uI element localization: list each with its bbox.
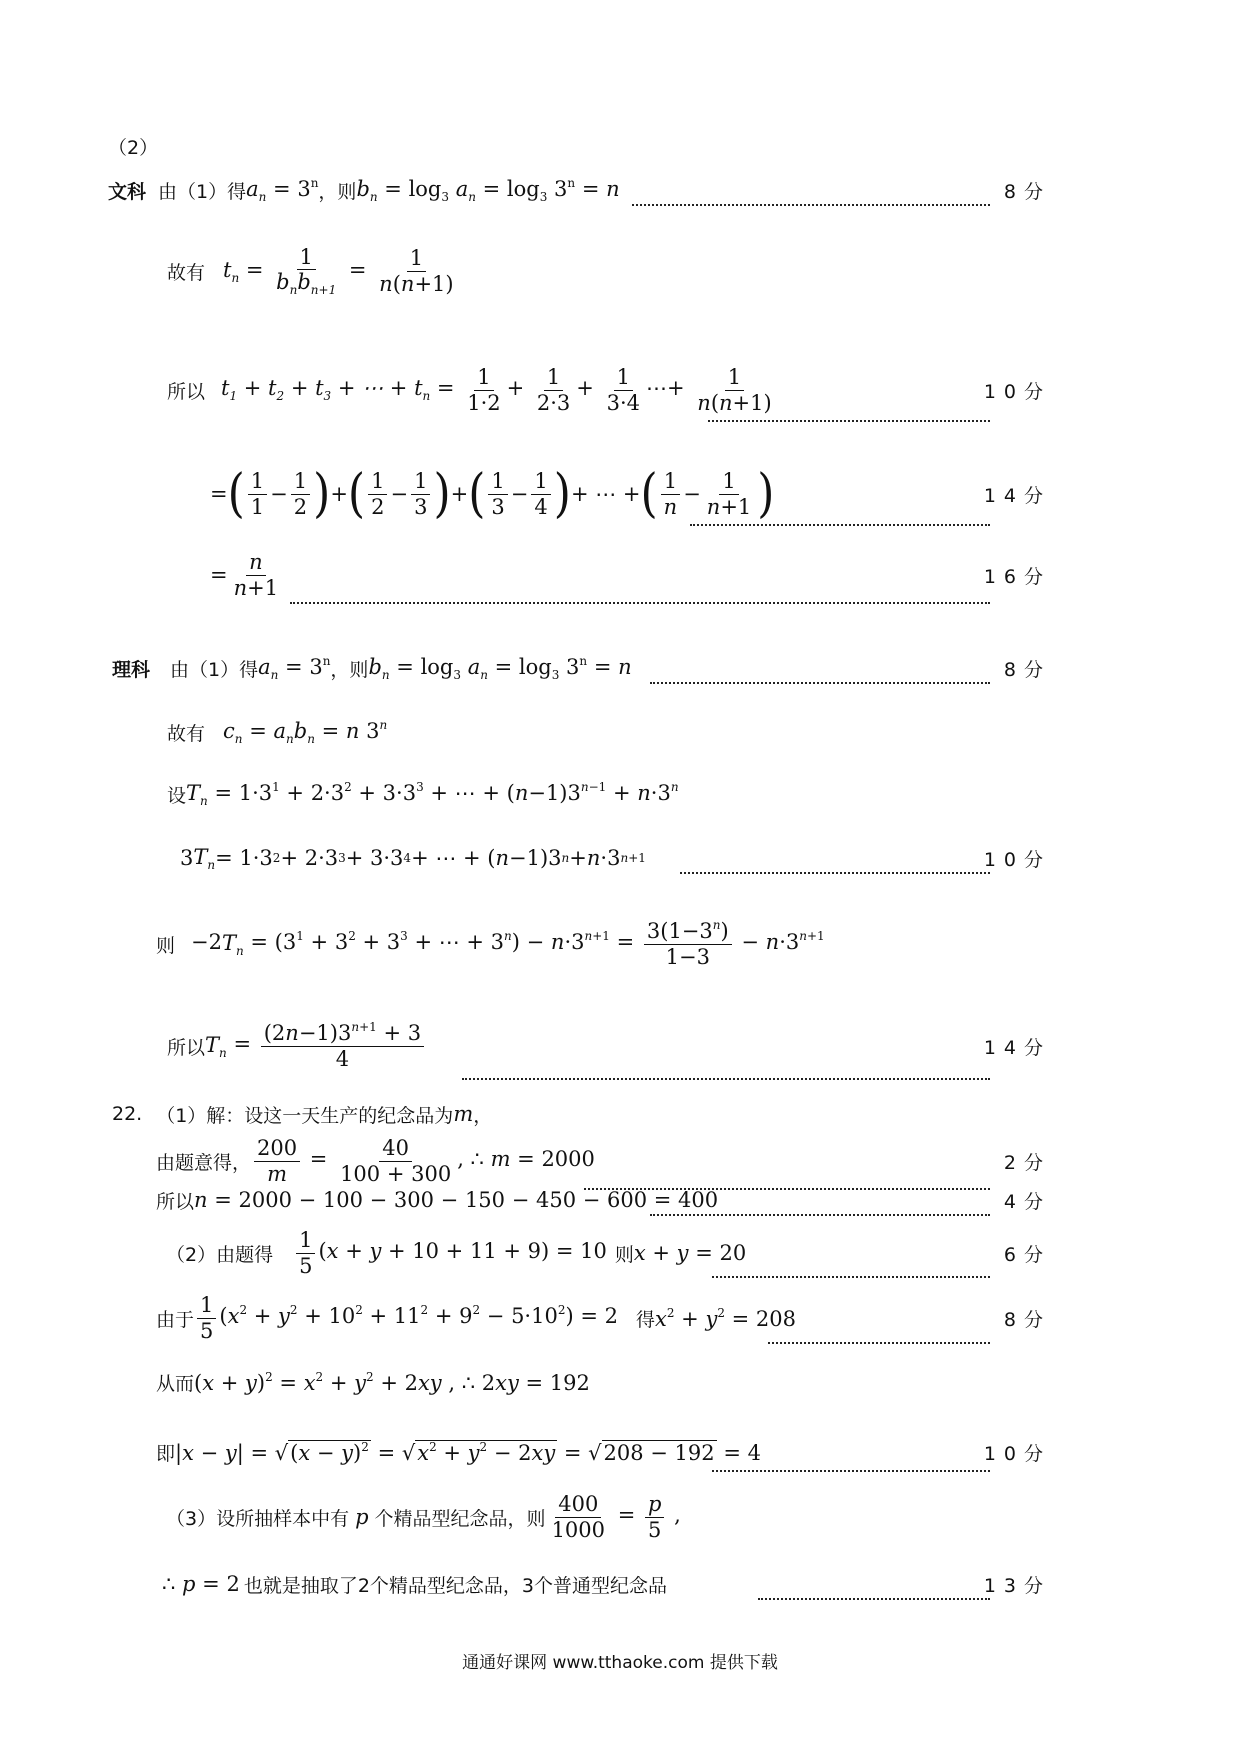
q22-part2: （2）由题得: [166, 1243, 274, 1266]
formula: ∴ p = 2: [162, 1572, 240, 1596]
dot-leader: [758, 1562, 990, 1606]
dot-leader: [690, 456, 990, 532]
formula: $t_1 + t_2 + t_3$ + ⋯ + $t_n$ = $\frac{1}{1\cdot 2}$ + $\frac{1}{2\cdot 3}$ + $\frac{1}{3\cdot 4}$ ⋯+ $\frac{1}{n(n+1)}$: [221, 365, 772, 415]
wen-from: 由（1）得: [158, 180, 247, 203]
score: 8分: [1003, 1308, 1051, 1331]
q22-thatis-line: [0, 1426, 1240, 1478]
dot-leader: [680, 836, 990, 880]
li-first-line: [0, 646, 1240, 690]
dot-leader: [632, 168, 990, 212]
formula: $\frac{1}{5}$ (x + y + 10 + 11 + 9) = 10: [293, 1228, 607, 1277]
score: 10分: [983, 848, 1051, 871]
wen-expand-line: [0, 456, 1240, 532]
score: 13分: [983, 1574, 1051, 1597]
score: 4分: [1003, 1190, 1051, 1213]
score: 10分: [983, 380, 1051, 403]
score: 14分: [983, 484, 1051, 507]
dot-leader: [768, 1286, 990, 1350]
formula: = $\frac{n}{n+1}$: [210, 550, 279, 600]
formula: x + y = 20: [633, 1241, 747, 1265]
part2-line: [0, 124, 1240, 168]
q22-then: 则: [614, 1243, 634, 1266]
wen-result-line: [0, 540, 1240, 610]
dot-leader: [650, 646, 990, 690]
q22-line: 22. （1）解：设这一天生产的纪念品为 m ，: [112, 1102, 493, 1127]
wen-so: 所以: [167, 380, 206, 403]
dot-leader: [650, 1178, 990, 1222]
formula: n = 2000 − 100 − 300 − 150 − 450 − 600 = 400: [194, 1188, 719, 1212]
q22-by-problem: 由题意得，: [156, 1151, 252, 1174]
score: 16分: [983, 565, 1051, 588]
wen-so-line: [0, 352, 1240, 428]
li-let-line: [0, 772, 1240, 816]
formula: p: [355, 1505, 369, 1529]
formula: m: [453, 1102, 474, 1126]
wen-first-line: [0, 168, 1240, 212]
formula: $|x - y| = √(x - y)^2 = √x^2 + y^2 - 2xy = √208 - 192 = 4$: [175, 1439, 761, 1465]
formula: $\frac{400}{1000}$ = $\frac{p}{5}$ ,: [551, 1492, 681, 1542]
formula: $-2T_n = (3^1 + 3^2 + 3^3$ + ⋯ + $3^n) - n\cdot 3^{n+1}$ = $\frac{3(1-3^n)}{1-3}$ − $n\cdot 3^{n+1}$: [191, 918, 825, 969]
formula: $x^2 + y^2 = 208$: [655, 1305, 796, 1331]
formula: $a_n = 3^n$: [258, 654, 331, 682]
part2-label: （2）: [108, 136, 159, 159]
q22-part3b: 个精品型纪念品，则: [374, 1507, 546, 1530]
dot-leader: [290, 540, 990, 610]
formula: $(x + y)^2 = x^2 + y^2 + 2xy$ , ∴ 2xy = 192: [194, 1369, 590, 1395]
formula: $\frac{1}{5}$ $(x^2 + y^2 + 10^2 + 11^2 + 9^2 - 5\cdot 10^2) = 2$: [194, 1293, 618, 1342]
score: 14分: [983, 1036, 1051, 1059]
li-hence: 故有: [167, 722, 206, 745]
q22-that-is: 即: [156, 1442, 176, 1465]
q22-part2-line: [0, 1222, 1240, 1284]
li-title: 理科: [112, 658, 151, 681]
formula: $b_n = \log_3 a_n = \log_3 3^n = n$: [356, 176, 620, 204]
formula: $c_n = a_nb_n = n$ 3$^n$: [223, 718, 388, 746]
wen-title: 文科: [108, 180, 147, 203]
li-hence-line: [0, 710, 1240, 754]
dot-leader: [708, 352, 990, 428]
score: 2分: [1003, 1151, 1051, 1174]
score: 8分: [1003, 180, 1051, 203]
li-so: 所以: [167, 1036, 206, 1059]
li-then2: 则: [156, 934, 176, 957]
q22-conclusion-line: [0, 1562, 1240, 1606]
q22-hence-line: [0, 1360, 1240, 1404]
dot-leader: [712, 1222, 990, 1284]
q22-part3: （3）设所抽样本中有: [166, 1507, 350, 1530]
q22-so-n: 所以: [156, 1190, 195, 1213]
li-let: 设: [167, 784, 187, 807]
wen-hence-line: [0, 236, 1240, 306]
score: 10分: [983, 1442, 1051, 1465]
formula: $t_n$ = $\frac{1}{b_nb_{n+1}}$ = $\frac{1}{n(n+1)}$: [223, 244, 454, 297]
formula: = ( $\frac{1}{1}$ − $\frac{1}{2}$ ) + ( $\frac{1}{2}$ − $\frac{1}{3}$ ) + ( $\frac{1}{3}$ − $\frac{1}{4}$ ) + ⋯ + ( $\frac{1}{n}$ − $\frac{1}{n+1}$ ): [210, 462, 775, 524]
q22-since: 由于: [156, 1308, 195, 1331]
li-from: 由（1）得: [170, 658, 259, 681]
q22-variance-line: [0, 1286, 1240, 1350]
wen-then: ，则: [318, 180, 357, 203]
score: 6分: [1003, 1243, 1051, 1266]
formula: 3 $T_n$ = 1·3 2 + 2·3 3 + 3·3 4 + ⋯ + ( n −1)3 n + n ·3 n+1: [180, 844, 646, 872]
li-3t-line: [0, 836, 1240, 880]
score: 8分: [1003, 658, 1051, 681]
li-then-line: [0, 904, 1240, 984]
dot-leader: [712, 1426, 990, 1478]
q22-part3-line: [0, 1484, 1240, 1550]
li-so-line: [0, 1006, 1240, 1086]
dot-leader: [462, 1006, 990, 1086]
q22-number: 22.: [112, 1103, 143, 1125]
q22-get: 得: [635, 1308, 655, 1331]
formula: $a_n = 3^n$: [246, 176, 319, 204]
q22-n-line: [0, 1178, 1240, 1222]
formula: $\frac{200}{m}$ = $\frac{40}{100 + 300}$ , ∴ m = 2000: [251, 1136, 595, 1185]
li-then: ，则: [330, 658, 369, 681]
wen-hence: 故有: [167, 261, 206, 284]
formula: $T_n$ = $\frac{(2n-1)3^{n+1} + 3}{4}$: [205, 1021, 427, 1070]
formula: $b_n = \log_3 a_n = \log_3 3^n = n$: [368, 654, 632, 682]
q22-hence: 从而: [156, 1372, 195, 1395]
footer-text: 通通好课网 www.tthaoke.com 提供下载: [462, 1653, 778, 1673]
q22-conclusion: 也就是抽取了2个精品型纪念品，3个普通型纪念品: [243, 1574, 667, 1597]
q22-part1: （1）解：设这一天生产的纪念品为: [156, 1104, 454, 1127]
formula: $T_n = 1\cdot 3^1 + 2\cdot 3^2 + 3\cdot 3^3$ + ⋯ + $(n-1)3^{n-1} + n\cdot 3^n$: [186, 780, 679, 808]
